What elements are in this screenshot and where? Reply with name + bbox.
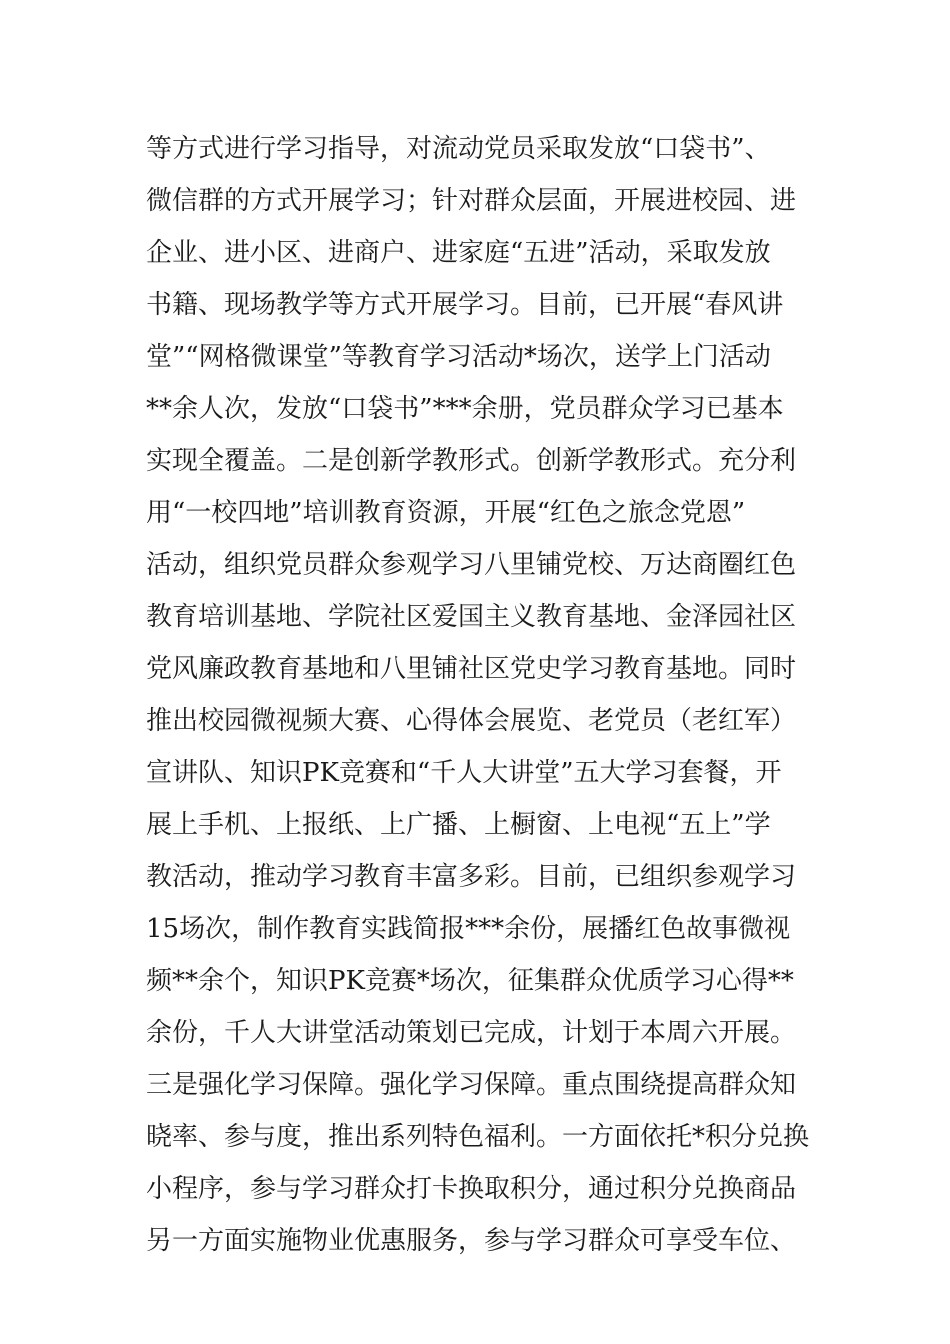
text-line: 活动，组织党员群众参观学习八里铺党校、万达商圈红色 — [146, 550, 797, 580]
text-line: 另一方面实施物业优惠服务，参与学习群众可享受车位、 — [146, 1226, 797, 1256]
text-line: 党风廉政教育基地和八里铺社区党史学习教育基地。同时 — [146, 654, 797, 684]
text-line: 堂”“网格微课堂”等教育学习活动*场次，送学上门活动 — [146, 342, 771, 372]
text-line: 15场次，制作教育实践简报***余份，展播红色故事微视 — [146, 914, 791, 944]
text-line: 教育培训基地、学院社区爱国主义教育基地、金泽园社区 — [146, 602, 797, 632]
text-line: 余份，千人大讲堂活动策划已完成，计划于本周六开展。 — [146, 1018, 797, 1048]
text-line: 用“一校四地”培训教育资源，开展“红色之旅念党恩” — [146, 498, 746, 528]
text-line: 推出校园微视频大赛、心得体会展览、老党员（老红军） — [146, 706, 797, 736]
text-line: **余人次，发放“口袋书”***余册，党员群众学习已基本 — [146, 394, 784, 424]
text-line: 企业、进小区、进商户、进家庭“五进”活动，采取发放 — [146, 238, 771, 268]
text-line: 展上手机、上报纸、上广播、上橱窗、上电视“五上”学 — [146, 810, 771, 840]
text-line: 书籍、现场教学等方式开展学习。目前，已开展“春风讲 — [146, 290, 784, 320]
body-text — [146, 127, 826, 1271]
text-line: 三是强化学习保障。强化学习保障。重点围绕提高群众知 — [146, 1070, 797, 1100]
text-line: 微信群的方式开展学习；针对群众层面，开展进校园、进 — [146, 186, 797, 216]
text-line: 小程序，参与学习群众打卡换取积分，通过积分兑换商品 — [146, 1174, 797, 1204]
text-line: 频**余个，知识PK竞赛*场次，征集群众优质学习心得** — [146, 966, 794, 996]
text-line: 宣讲队、知识PK竞赛和“千人大讲堂”五大学习套餐，开 — [146, 758, 782, 788]
text-line: 晓率、参与度，推出系列特色福利。一方面依托*积分兑换 — [146, 1122, 810, 1152]
text-line: 实现全覆盖。二是创新学教形式。创新学教形式。充分利 — [146, 446, 797, 476]
text-line: 教活动，推动学习教育丰富多彩。目前，已组织参观学习 — [146, 862, 797, 892]
text-line: 等方式进行学习指导，对流动党员采取发放“口袋书”、 — [146, 134, 771, 164]
